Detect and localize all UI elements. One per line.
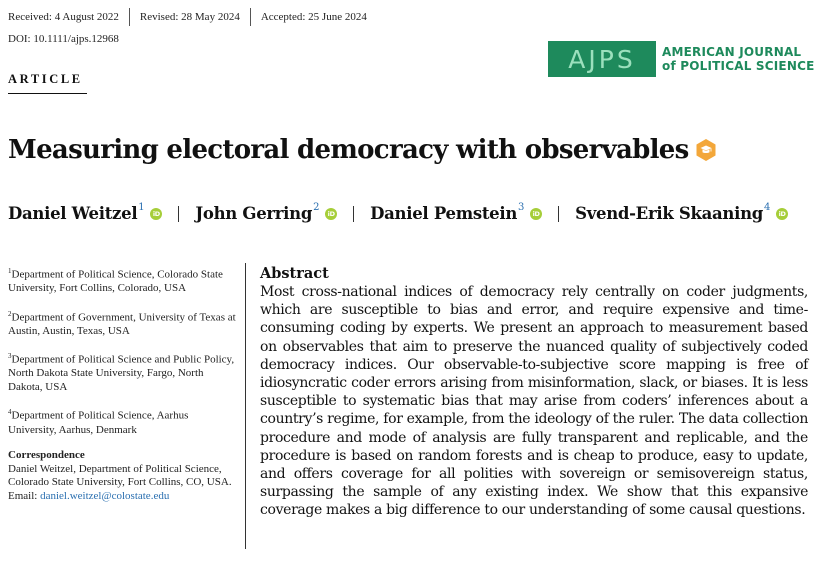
affiliation-3: [8, 350, 236, 394]
section-label: ARTICLE: [8, 72, 83, 86]
abstract-section: [260, 265, 808, 520]
journal-logo-line1: AMERICAN JOURNAL: [662, 45, 802, 59]
journal-logo-line2: of POLITICAL SCIENCE: [662, 59, 815, 73]
author-name: Svend-Erik Skaaning: [575, 204, 764, 223]
author-affiliation-mark: 1: [138, 202, 145, 213]
author-list: [8, 204, 788, 223]
revised-date: Revised: 28 May 2024: [129, 8, 250, 26]
journal-logo-abbr: AJPS: [568, 44, 636, 74]
section-label-underline: [8, 93, 87, 94]
received-date: Received: 4 August 2022: [8, 11, 119, 23]
author-name: John Gerring: [195, 204, 313, 223]
affiliation-mark: 3: [8, 352, 12, 361]
paper-title-text: Measuring electoral democracy with observables: [8, 135, 689, 165]
email-label: Email:: [8, 489, 41, 502]
publication-dates: [8, 7, 377, 27]
abstract-heading: Abstract: [260, 265, 329, 282]
author-affiliation-mark: 2: [313, 202, 320, 213]
author-separator: [558, 206, 559, 222]
open-access-icon[interactable]: [694, 138, 718, 162]
author-3[interactable]: [370, 204, 542, 223]
affiliation-2: [8, 308, 236, 339]
author-name: Daniel Pemstein: [370, 204, 518, 223]
correspondence-email-line: [8, 490, 236, 504]
author-4[interactable]: [575, 204, 788, 223]
orcid-icon[interactable]: iD: [325, 208, 337, 220]
affiliation-text: Department of Political Science, Aarhus University, Aarhus, Denmark: [8, 410, 189, 436]
correspondence-text: Daniel Weitzel, Department of Political Science, Colorado State University, Fort Collins, CO, USA.: [8, 462, 232, 489]
doi-link[interactable]: DOI: 10.1111/ajps.12968: [8, 33, 119, 45]
author-separator: [178, 206, 179, 222]
email-link[interactable]: daniel.weitzel@colostate.edu: [40, 489, 170, 502]
author-1[interactable]: [8, 204, 162, 223]
affiliation-4: [8, 406, 236, 437]
column-divider: [245, 263, 246, 549]
accepted-date: Accepted: 25 June 2024: [250, 8, 377, 26]
orcid-icon[interactable]: iD: [150, 208, 162, 220]
author-separator: [353, 206, 354, 222]
affiliation-1: [8, 265, 236, 296]
correspondence-heading: Correspondence: [8, 449, 85, 462]
affiliations-column: [8, 265, 236, 503]
author-2[interactable]: [195, 204, 337, 223]
journal-logo-wordmark: [662, 45, 814, 73]
author-affiliation-mark: 4: [764, 202, 771, 213]
journal-logo-mark: [548, 41, 656, 77]
orcid-icon[interactable]: iD: [776, 208, 788, 220]
author-affiliation-mark: 3: [518, 202, 525, 213]
author-name: Daniel Weitzel: [8, 204, 138, 223]
affiliation-text: Department of Political Science, Colorado State University, Fort Collins, Colorado, USA: [8, 268, 223, 295]
affiliation-mark: 2: [8, 309, 12, 318]
journal-logo[interactable]: [548, 41, 814, 77]
affiliation-mark: 1: [8, 267, 12, 275]
affiliation-mark: 4: [8, 408, 12, 417]
orcid-icon[interactable]: iD: [530, 208, 542, 220]
affiliation-text: Department of Political Science and Public Policy, North Dakota State University, Fargo, North Dakota, USA: [8, 353, 235, 393]
affiliation-text: Department of Government, University of Texas at Austin, Austin, Texas, USA: [8, 311, 236, 337]
paper-title: [8, 135, 718, 165]
abstract-body: Most cross-national indices of democracy rely centrally on coder judgments, which are susceptible to bias and error, and require expensive and time-consuming coding by experts. We present an approach to measurement based on observables that aim to preserve the nuanced quality of subjectively coded democracy indices. Our observable-to-subjective score mapping is free of idiosyncratic coder errors arising from misinformation, slack, or biases. It is less susceptible to systematic bias that may arise from coders’ inferences about a country’s regime, for example, from the ideology of the ruler. The data collection procedure and mode of analysis are fully transparent and replicable, and the procedure is based on random forests and is cheap to produce, easy to update, and offers coverage for all polities with sovereign or semisovereign status, surpassing the sample of any existing index. We show that this expansive coverage makes a big difference to our understanding of some causal questions.: [260, 284, 808, 519]
